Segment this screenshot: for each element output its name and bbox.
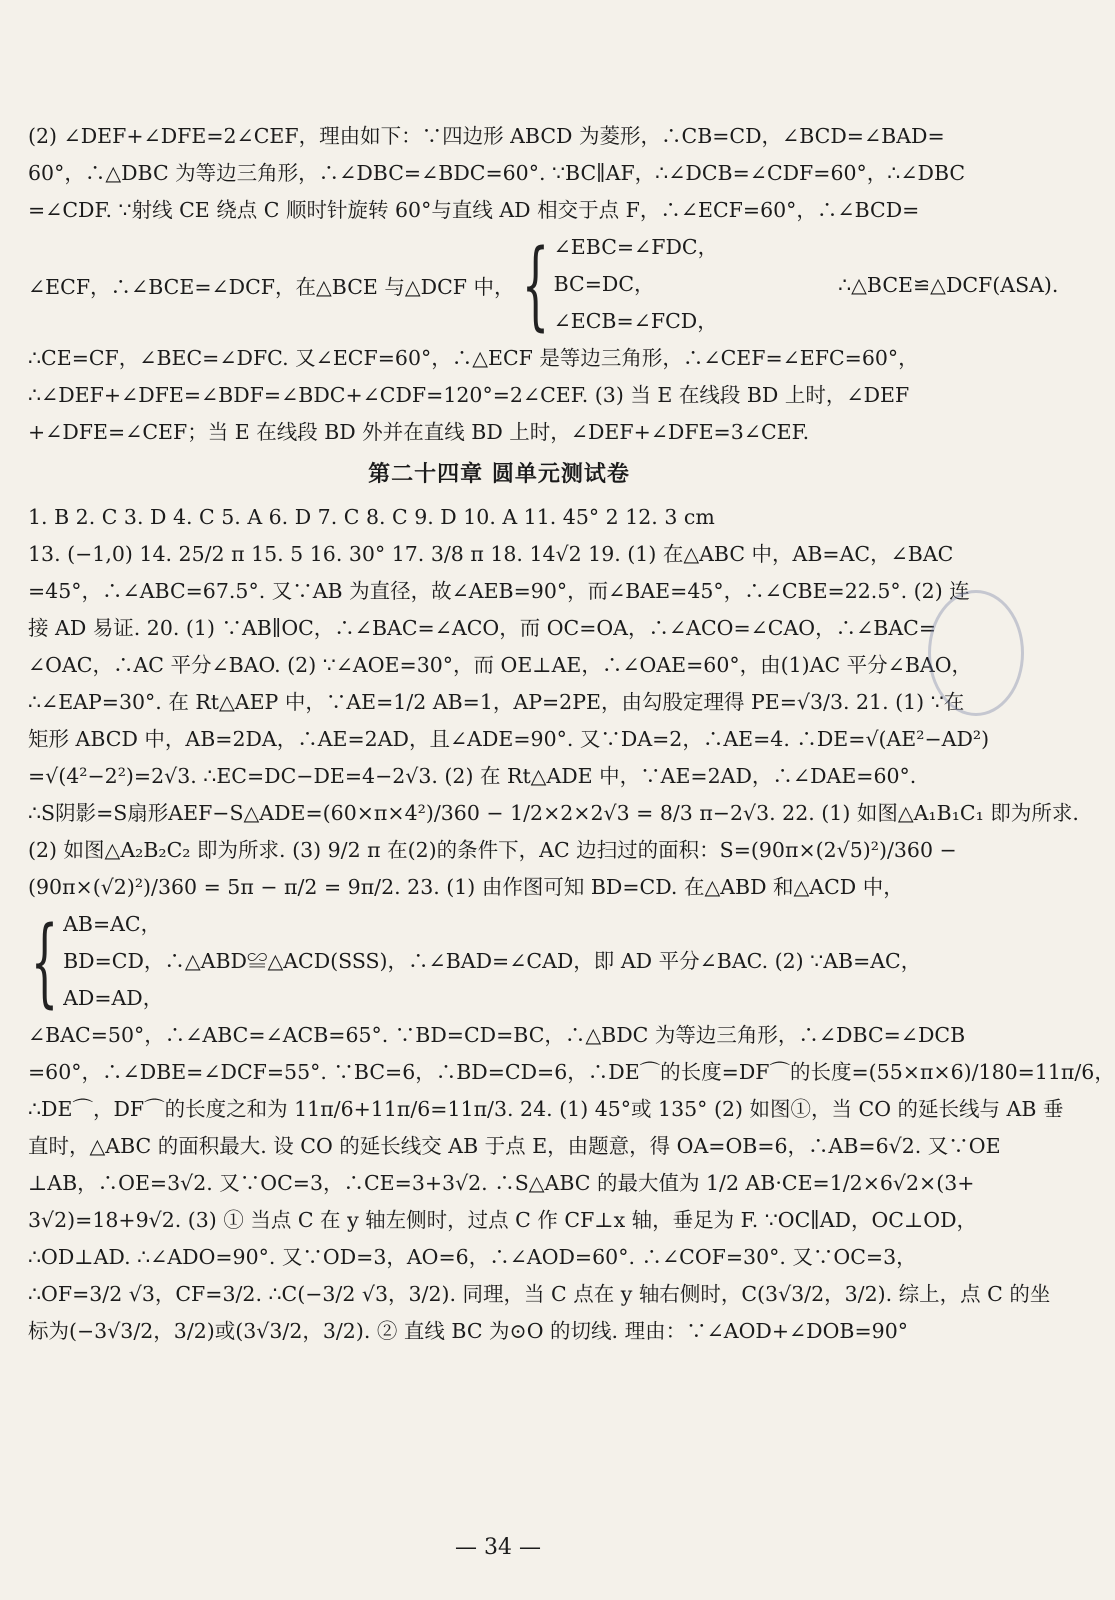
line: 13. (−1,0) 14. 25/2 π 15. 5 16. 30° 17. 3/8 π 18. 14√2 19. (1) 在△ABC 中，AB=AC，∠BAC: [28, 542, 954, 566]
brace-item: ∠ECB=∠FCD，: [553, 309, 718, 333]
line: 直时，△ABC 的面积最大. 设 CO 的延长线交 AB 于点 E，由题意，得 OA=OB=6，∴AB=6√2. 又∵OE: [28, 1134, 1001, 1158]
line: 3√2)=18+9√2. (3) ① 当点 C 在 y 轴左侧时，过点 C 作 CF⊥x 轴，垂足为 F. ∵OC∥AD，OC⊥OD，: [28, 1208, 978, 1232]
line: 矩形 ABCD 中，AB=2DA，∴AE=2AD，且∠ADE=90°. 又∵DA=2，∴AE=4. ∴DE=√(AE²−AD²): [28, 727, 990, 751]
brace-group: [515, 229, 719, 340]
line: (2) ∠DEF+∠DFE=2∠CEF，理由如下：∵四边形 ABCD 为菱形，∴CB=CD，∠BCD=∠BAD=: [28, 124, 945, 148]
line: ∴CE=CF，∠BEC=∠DFC. 又∠ECF=60°，∴△ECF 是等边三角形，∴∠CEF=∠EFC=60°，: [28, 346, 919, 370]
choice-answers: 1. B 2. C 3. D 4. C 5. A 6. D 7. C 8. C 9. D 10. A 11. 45° 2 12. 3 cm: [28, 505, 715, 529]
brace-group: [28, 906, 921, 1017]
line: (90π×(√2)²)/360 = 5π − π/2 = 9π/2. 23. (1) 由作图可知 BD=CD. 在△ABD 和△ACD 中，: [28, 875, 904, 899]
line: ∠BAC=50°，∴∠ABC=∠ACB=65°. ∵BD=CD=BC，∴△BDC 为等边三角形，∴∠DBC=∠DCB: [28, 1023, 966, 1047]
line: 接 AD 易证. 20. (1) ∵AB∥OC，∴∠BAC=∠ACO，而 OC=OA，∴∠ACO=∠CAO，∴∠BAC=: [28, 616, 937, 640]
brace-symbol: {: [521, 228, 549, 341]
line: =45°，∴∠ABC=67.5°. 又∵AB 为直径，故∠AEB=90°，而∠BAE=45°，∴∠CBE=22.5°. (2) 连: [28, 579, 970, 603]
brace-item: BC=DC，: [553, 272, 655, 296]
line: =∠CDF. ∵射线 CE 绕点 C 顺时针旋转 60°与直线 AD 相交于点 F，∴∠ECF=60°，∴∠BCD=: [28, 198, 920, 222]
line: ∴∠DEF+∠DFE=∠BDF=∠BDC+∠CDF=120°=2∠CEF. (3) 当 E 在线段 BD 上时，∠DEF: [28, 383, 910, 407]
line: =60°，∴∠DBE=∠DCF=55°. ∵BC=6，∴BD=CD=6，∴DE⌒的长度=DF⌒的长度=(55×π×6)/180=11π/6，: [28, 1060, 1115, 1084]
line: ∴DE⌒，DF⌒的长度之和为 11π/6+11π/6=11π/3. 24. (1) 45°或 135° (2) 如图①，当 CO 的延长线与 AB 垂: [28, 1097, 1064, 1121]
line: ∠OAC，∴AC 平分∠BAO. (2) ∵∠AOE=30°，而 OE⊥AE，∴∠OAE=60°，由(1)AC 平分∠BAO，: [28, 653, 973, 677]
chapter-title: 第二十四章 圆单元测试卷: [368, 462, 630, 487]
line: ⊥AB，∴OE=3√2. 又∵OC=3，∴CE=3+3√2. ∴S△ABC 的最大值为 1/2 AB·CE=1/2×6√2×(3+: [28, 1171, 975, 1195]
line: (2) 如图△A₂B₂C₂ 即为所求. (3) 9/2 π 在(2)的条件下，AC 边扫过的面积：S=(90π×(2√5)²)/360 −: [28, 838, 957, 862]
brace-items: [554, 229, 718, 340]
brace-block-2: [28, 906, 970, 1017]
brace-item: ∠EBC=∠FDC，: [553, 235, 719, 259]
brace-item: BD=CD，∴△ABD≌△ACD(SSS)，∴∠BAD=∠CAD，即 AD 平分∠BAC. (2) ∵AB=AC，: [63, 949, 922, 973]
line: +∠DFE=∠CEF；当 E 在线段 BD 外并在直线 BD 上时，∠DEF+∠DFE=3∠CEF.: [28, 420, 810, 444]
line: ∴S阴影=S扇形AEF−S△ADE=(60×π×4²)/360 − 1/2×2×2√3 = 8/3 π−2√3. 22. (1) 如图△A₁B₁C₁ 即为所求.: [28, 801, 1079, 825]
stamp-seal: [928, 590, 1024, 716]
brace-item: AD=AD，: [63, 986, 164, 1010]
page-number: — 34 —: [455, 1535, 541, 1560]
brace-symbol: {: [30, 905, 59, 1018]
answer-page: [28, 118, 1115, 1350]
line: ∴OF=3/2 √3，CF=3/2. ∴C(−3/2 √3，3/2). 同理，当 C 点在 y 轴右侧时，C(3√3/2，3/2). 综上，点 C 的坐: [28, 1282, 1051, 1306]
brace-suffix: ∴△BCE≌△DCF(ASA).: [838, 272, 1059, 297]
line: ∴∠EAP=30°. 在 Rt△AEP 中，∵AE=1/2 AB=1，AP=2PE，由勾股定理得 PE=√3/3. 21. (1) ∵在: [28, 690, 965, 714]
brace-block-1: [28, 228, 1059, 341]
brace-item: AB=AC，: [63, 912, 162, 936]
line: 标为(−3√3/2，3/2)或(3√3/2，3/2). ② 直线 BC 为⊙O 的切线. 理由：∵∠AOD+∠DOB=90°: [28, 1319, 908, 1343]
line: ∴OD⊥AD. ∴∠ADO=90°. 又∵OD=3，AO=6，∴∠AOD=60°. ∴∠COF=30°. 又∵OC=3，: [28, 1245, 917, 1269]
line: 60°，∴△DBC 为等边三角形，∴∠DBC=∠BDC=60°. ∵BC∥AF，∴∠DCB=∠CDF=60°，∴∠DBC: [28, 161, 966, 185]
brace-items: [63, 906, 921, 1017]
brace-prefix: ∠ECF，∴∠BCE=∠DCF，在△BCE 与△DCF 中，: [28, 274, 515, 299]
line: =√(4²−2²)=2√3. ∴EC=DC−DE=4−2√3. (2) 在 Rt△ADE 中，∵AE=2AD，∴∠DAE=60°.: [28, 764, 917, 788]
